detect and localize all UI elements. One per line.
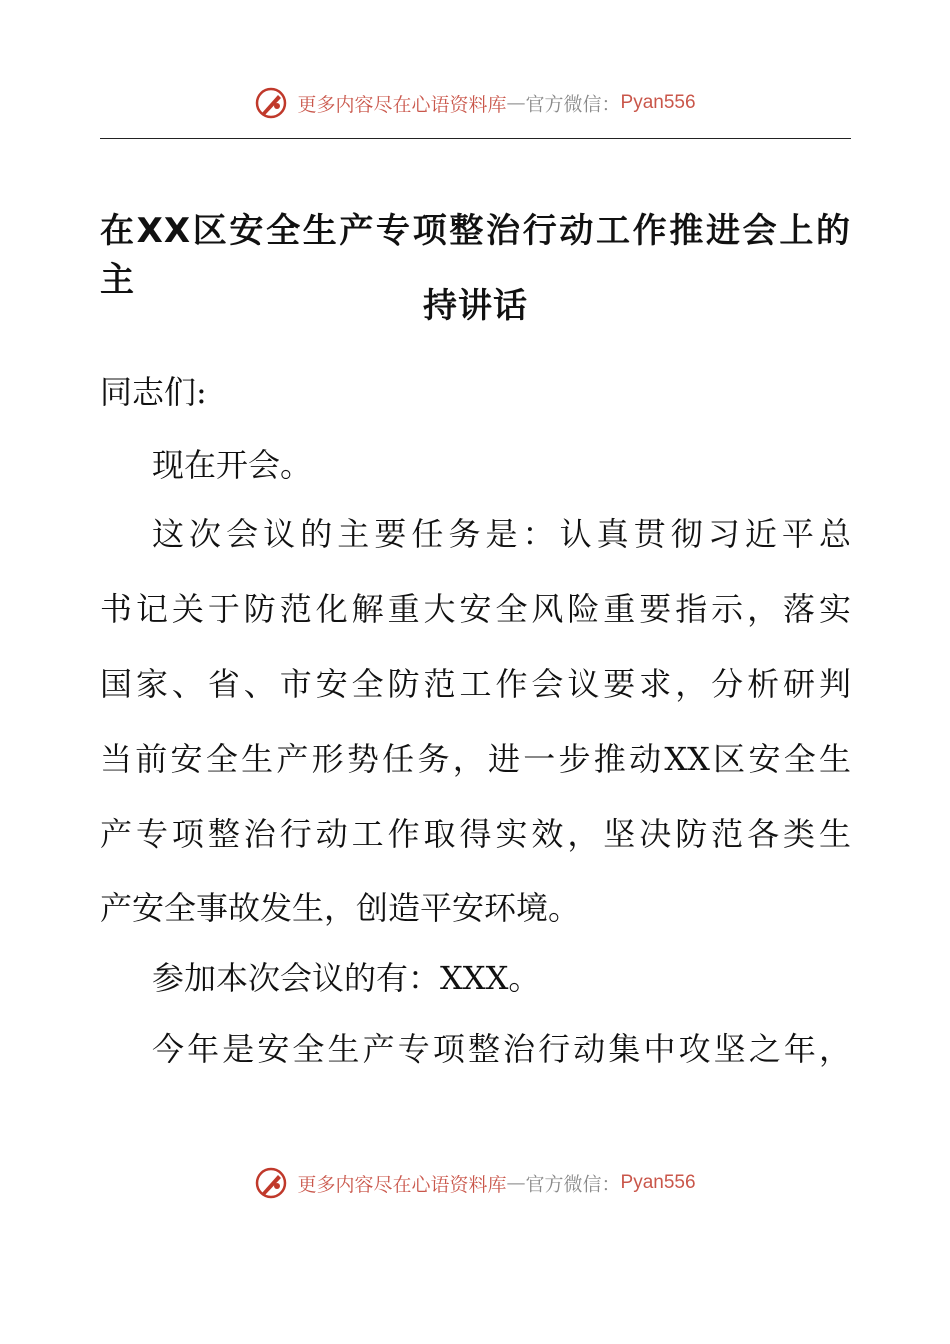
body-line: 参加本次会议的有：XXX。: [152, 959, 541, 997]
pen-logo-icon: [254, 1166, 288, 1200]
watermark-id: Pyan556: [620, 1172, 696, 1193]
watermark-id: Pyan556: [620, 92, 696, 113]
watermark-separator: —: [506, 1172, 526, 1194]
body-line: 这次会议的主要任务是：认真贯彻习近平总: [152, 515, 851, 553]
header-divider: [100, 138, 851, 139]
header-watermark: [0, 86, 950, 120]
doc-title-line-1: 在XX区安全生产专项整治行动工作推进会上的主: [100, 211, 851, 300]
salutation: 同志们:: [100, 373, 207, 411]
body-line: 书记关于防范化解重大安全风险重要指示，落实: [100, 590, 851, 628]
watermark-text: 更多内容尽在心语资料库: [297, 1173, 507, 1196]
body-line: 现在开会。: [152, 446, 313, 484]
body-line: 产专项整治行动工作取得实效，坚决防范各类生: [100, 815, 851, 853]
body-line: 国家、省、市安全防范工作会议要求，分析研判: [100, 665, 851, 703]
body-line: 今年是安全生产专项整治行动集中攻坚之年，: [152, 1030, 851, 1068]
pen-logo-icon: [254, 86, 288, 120]
watermark-text: 更多内容尽在心语资料库: [297, 93, 507, 116]
watermark-separator: —: [506, 92, 526, 114]
body-line: 产安全事故发生，创造平安环境。: [100, 889, 581, 927]
body-line: 当前安全生产形势任务，进一步推动XX区安全生: [100, 740, 851, 778]
watermark-label: 官方微信：: [525, 1173, 621, 1196]
footer-watermark: [0, 1166, 950, 1200]
doc-title-line-2: 持讲话: [423, 286, 528, 326]
watermark-label: 官方微信：: [525, 93, 621, 116]
